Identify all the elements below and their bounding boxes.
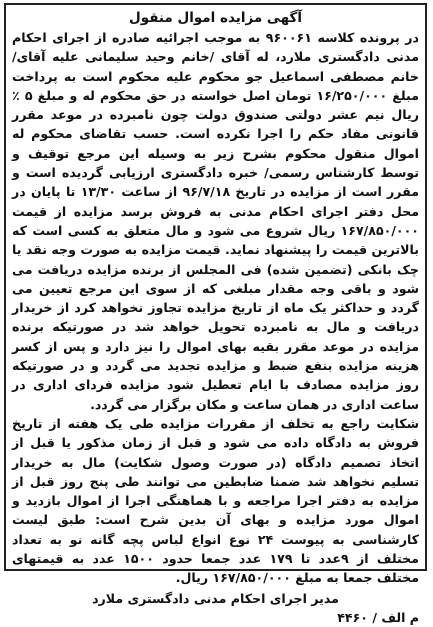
notice-signature: مدیر اجرای احکام مدنی دادگستری ملارد xyxy=(92,590,339,606)
notice-paragraph-main: در پرونده کلاسه ۹۶۰۰۶۱ به موجب اجرائیه صادره از اجرای احکام مدنی دادگستری ملارد، له آقای /خانم وحید سلیمانی علیه آقای/خانم مصطفی اسماعیل جو محکوم علیه محکوم است به پرداخت مبلغ ۱۶/۲۵۰/۰۰۰ تومان اصل خواسته در حق محکوم له و مبلغ ۵ ٪ ریال نیم عشر دولتی صندوق دولت چون نامبرده در موعد مقرر قانونی مفاد حکم را اجرا نکرده است. حسب تقاضای محکوم له اموال منقول محکوم بشرح زیر به وسیله این مرجع توقیف و توسط کارشناس رسمی/ خبره دادگستری ارزیابی گردیده است و مقرر است از مزایده در تاریخ ۹۶/۷/۱۸ از ساعت ۱۳/۳۰ تا پایان در محل دفتر اجرای احکام مدنی به فروش برسد مزایده از قیمت ۱۶۷/۸۵۰/۰۰۰ ریال شروع می شود و مال متعلق به کسی است که بالاترین قیمت را پیشنهاد نماید. قیمت مزایده به صورت وجه نقد یا چک بانکی (تضمین شده) فی المجلس از برنده مزایده دریافت می شود و باقی وجه مقدار مبلغی که از سوی این مرجع تعیین می گردد و حداکثر یک ماه از تاریخ مزایده تجاوز نخواهد کرد از خریدار دریافت و مال به نامبرده تحویل خواهد شد در صورتیکه برنده مزایده در موعد مقرر بقیه بهای اموال را نیز دارد و پس از کسر هزینه مزایده بنفع ضبط و مزایده تجدید می گردد و در صورتیکه روز مزایده مصادف با ایام تعطیل شود مزایده فردای اداری در ساعت اداری در همان ساعت و مکان برگزار می گردد. xyxy=(12,30,419,412)
notice-title: آگهی مزایده اموال منقول xyxy=(129,10,302,26)
notice-box xyxy=(4,3,427,625)
notice-paragraph-complaints: شکایت راجع به تخلف از مقررات مزایده طی یک هفته از تاریخ فروش به دادگاه داده می شود و قبل از زمان مذکور یا قبل از اتخاذ تصمیم دادگاه (در صورت وصول شکایت) مال به خریدار تسلیم نخواهد شد ضمنا ضابطین می توانند طی پنج روز قبل از مزایده به دفتر اجرا مراجعه و با هماهنگی اجرا از اموال بازدید و اموال مورد مزایده و بهای آن بدین شرح است: طبق لیست کارشناسی به پیوست ۲۴ نوع انواع لباس پچه گانه نو به تعداد مختلف از ۹عدد تا ۱۷۹ عدد جمعا حدود ۱۵۰۰ عدد به قیمتهای مختلف جمعا به مبلغ ۱۶۷/۸۵۰/۰۰۰ ریال. xyxy=(12,415,419,586)
notice-reference-number: م الف / ۴۴۶۰ xyxy=(337,609,419,625)
